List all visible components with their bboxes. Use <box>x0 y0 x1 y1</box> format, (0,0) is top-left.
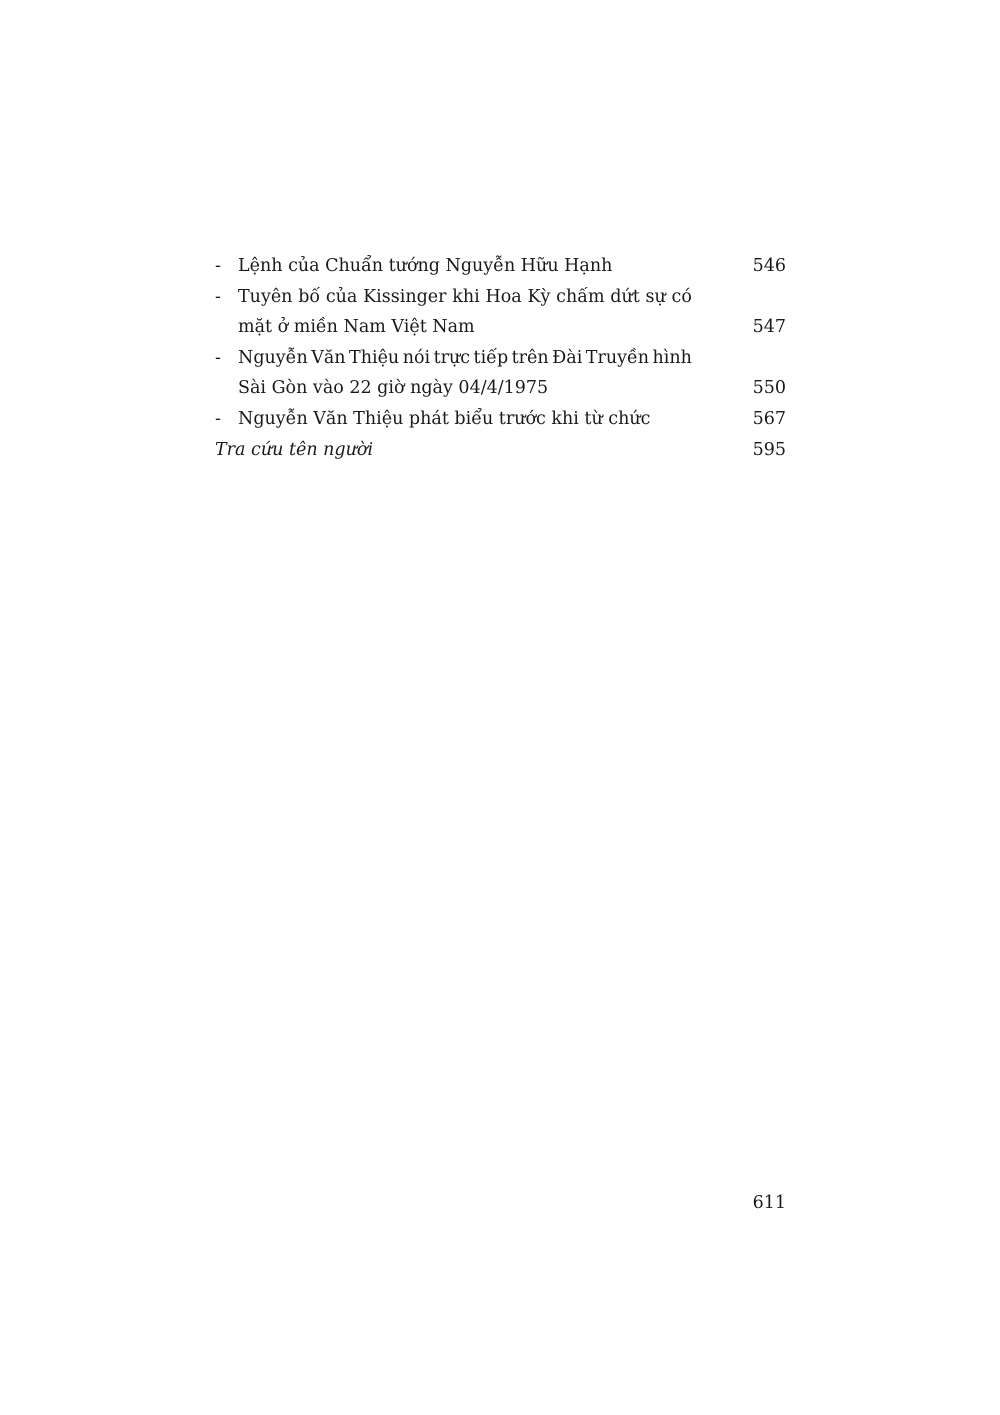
entry-title: Lệnh của Chuẩn tướng Nguyễn Hữu Hạnh <box>238 256 613 276</box>
word: Hoa <box>485 287 522 307</box>
entry-title-line: Sài Gòn vào 22 giờ ngày 04/4/1975 <box>238 378 549 398</box>
entry-title-line <box>238 282 692 312</box>
word: trên <box>511 348 549 368</box>
entry-title: Nguyễn Văn Thiệu phát biểu trước khi từ chức <box>238 409 651 429</box>
index-title: Tra cứu tên người <box>215 440 374 460</box>
word: khi <box>452 287 480 307</box>
word: Kỳ <box>527 287 551 307</box>
word: dứt <box>610 287 640 307</box>
entry-dash: - <box>215 409 221 429</box>
entry-page-number: 567 <box>752 409 786 429</box>
entry-page-number: 547 <box>752 317 786 337</box>
entry-dash: - <box>215 287 221 307</box>
word: có <box>671 287 692 307</box>
entry-page-number: 595 <box>752 440 786 460</box>
word: sự <box>645 287 666 307</box>
entry-page-number: 550 <box>752 378 786 398</box>
word: bố <box>298 287 321 307</box>
word: trực <box>433 348 471 368</box>
word: của <box>325 287 358 307</box>
word: Đài <box>552 348 583 368</box>
entry-title-line: mặt ở miền Nam Việt Nam <box>238 317 475 337</box>
entry-title-line <box>238 343 692 373</box>
word: Truyền <box>585 348 650 368</box>
word: Tuyên <box>238 287 293 307</box>
word: tiếp <box>473 348 509 368</box>
entry-dash: - <box>215 256 221 276</box>
word: hình <box>652 348 692 368</box>
entry-page-number: 546 <box>752 256 786 276</box>
word: nói <box>402 348 431 368</box>
word: Nguyễn <box>238 348 308 368</box>
word: Văn <box>311 348 346 368</box>
word: chấm <box>556 287 605 307</box>
page-number: 611 <box>752 1193 786 1213</box>
word: Thiệu <box>349 348 400 368</box>
entry-dash: - <box>215 348 221 368</box>
word: Kissinger <box>363 287 447 307</box>
